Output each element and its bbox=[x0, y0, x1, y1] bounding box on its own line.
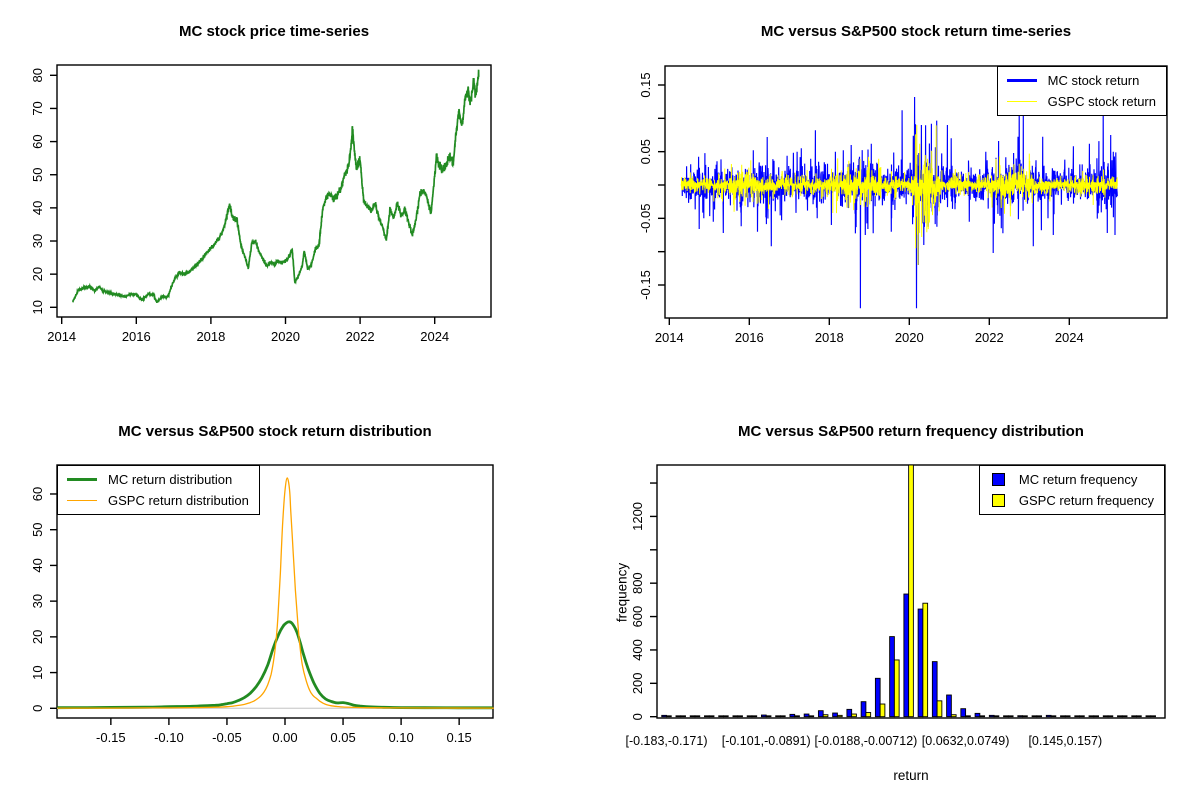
legend-label: GSPC return distribution bbox=[108, 493, 249, 508]
gspc-frequency-bar bbox=[980, 716, 985, 717]
tick-label: 0.10 bbox=[388, 730, 414, 745]
y-axis bbox=[638, 72, 665, 299]
mc-frequency-bar bbox=[1075, 716, 1080, 717]
mc-frequency-bar bbox=[719, 716, 724, 717]
plot-box bbox=[57, 65, 491, 317]
tick-label: -0.05 bbox=[212, 730, 242, 745]
legend-label: MC stock return bbox=[1047, 73, 1140, 88]
x-axis bbox=[655, 318, 1084, 345]
gspc-frequency-bar bbox=[1108, 716, 1113, 717]
line-swatch-icon bbox=[67, 478, 97, 481]
mc-frequency-bar bbox=[847, 709, 852, 716]
tick-label: -0.15 bbox=[638, 270, 653, 300]
mc-frequency-bar bbox=[761, 715, 766, 717]
tick-label: 0.15 bbox=[638, 72, 653, 98]
gspc-frequency-bar bbox=[1137, 716, 1142, 717]
tick-label: 2016 bbox=[121, 329, 151, 344]
gspc-frequency-bar bbox=[667, 716, 672, 717]
tick-label: 400 bbox=[630, 639, 645, 661]
tick-label: 0 bbox=[630, 713, 645, 721]
mc-frequency-bar bbox=[961, 709, 966, 717]
gspc-frequency-bar bbox=[966, 716, 971, 717]
tick-label: 0.05 bbox=[330, 730, 356, 745]
returns-legend bbox=[997, 66, 1167, 116]
legend-item-gspc-distribution bbox=[67, 491, 249, 510]
density-chart-svg bbox=[0, 400, 600, 800]
tick-label: [-0.101,-0.0891) bbox=[721, 734, 811, 748]
tick-label: 0.15 bbox=[446, 730, 472, 745]
mc-frequency-bar bbox=[861, 702, 866, 717]
tick-label: 40 bbox=[30, 558, 45, 573]
gspc-frequency-bar bbox=[1037, 716, 1042, 717]
gspc-frequency-bar bbox=[937, 701, 942, 717]
legend-label: MC return distribution bbox=[108, 472, 233, 487]
gspc-frequency-bar bbox=[909, 465, 914, 717]
mc-frequency-bar bbox=[676, 716, 681, 717]
tick-label: 1200 bbox=[630, 501, 645, 531]
mc-frequency-bar bbox=[1018, 716, 1023, 717]
gspc-frequency-bar bbox=[1080, 716, 1085, 717]
mc-frequency-bar bbox=[947, 695, 952, 717]
tick-label: [0.145,0.157) bbox=[1028, 734, 1103, 748]
gspc-frequency-bar bbox=[837, 715, 842, 716]
square-swatch-icon bbox=[992, 494, 1005, 507]
returns-chart-svg bbox=[600, 0, 1200, 400]
line-swatch-icon bbox=[1007, 79, 1037, 82]
legend-label: GSPC return frequency bbox=[1018, 493, 1154, 508]
histogram-chart-svg bbox=[600, 400, 1200, 800]
mc-return-series bbox=[681, 97, 1117, 308]
tick-label: 40 bbox=[30, 200, 45, 216]
gspc-frequency-bar bbox=[823, 715, 828, 717]
tick-label: 2020 bbox=[894, 330, 924, 345]
gspc-frequency-bar bbox=[780, 716, 785, 717]
legend-item-mc-distribution bbox=[67, 470, 249, 489]
legend-item-mc-return bbox=[1007, 71, 1156, 90]
tick-label: -0.05 bbox=[638, 203, 653, 234]
gspc-frequency-bar bbox=[738, 716, 743, 717]
legend-label: MC return frequency bbox=[1018, 472, 1138, 487]
tick-label: 0.00 bbox=[272, 730, 298, 745]
tick-label: 10 bbox=[30, 300, 45, 315]
y-axis bbox=[630, 483, 657, 720]
price-chart-title: MC stock price time-series bbox=[178, 23, 370, 40]
gspc-frequency-bar bbox=[795, 716, 800, 717]
line-swatch-icon bbox=[67, 500, 97, 502]
tick-label: -0.10 bbox=[154, 730, 184, 745]
histogram-chart-title: MC versus S&P500 return frequency distribution bbox=[738, 423, 1084, 440]
returns-chart-title: MC versus S&P500 stock return time-series bbox=[760, 23, 1072, 40]
gspc-frequency-bar bbox=[809, 716, 814, 717]
mc-frequency-bar bbox=[1103, 716, 1108, 717]
mc-frequency-bar bbox=[904, 594, 909, 717]
tick-label: 20 bbox=[30, 629, 45, 645]
tick-label: [-0.183,-0.171) bbox=[625, 734, 708, 748]
tick-label: 80 bbox=[30, 68, 45, 83]
mc-frequency-bar bbox=[1061, 716, 1066, 717]
mc-price-series bbox=[73, 70, 479, 303]
tick-label: 60 bbox=[30, 134, 45, 149]
histogram-legend bbox=[979, 465, 1165, 515]
tick-label: 800 bbox=[630, 572, 645, 595]
tick-label: 2022 bbox=[345, 329, 375, 344]
tick-label: 70 bbox=[30, 101, 45, 116]
mc-frequency-bar bbox=[918, 609, 923, 717]
square-swatch-icon bbox=[992, 473, 1005, 486]
tick-label: 0 bbox=[30, 704, 45, 712]
tick-label: -0.15 bbox=[96, 730, 126, 745]
mc-frequency-bar bbox=[1046, 715, 1051, 716]
tick-label: [-0.0188,-0.00712) bbox=[814, 734, 918, 748]
mc-frequency-bar bbox=[932, 662, 937, 717]
gspc-frequency-bar bbox=[951, 715, 956, 717]
mc-frequency-bar bbox=[1118, 716, 1123, 717]
mc-frequency-bar bbox=[790, 714, 795, 716]
mc-frequency-bar bbox=[1146, 716, 1151, 717]
legend-item-gspc-return bbox=[1007, 92, 1156, 111]
x-axis bbox=[47, 317, 449, 344]
legend-label: GSPC stock return bbox=[1047, 94, 1156, 109]
tick-label: 2014 bbox=[654, 330, 684, 345]
tick-label: 60 bbox=[30, 486, 45, 502]
gspc-frequency-bar bbox=[923, 603, 928, 716]
mc-density-curve bbox=[57, 622, 492, 708]
tick-label: 50 bbox=[30, 167, 45, 182]
mc-frequency-bar bbox=[1132, 716, 1137, 717]
tick-label: 0.05 bbox=[638, 139, 653, 165]
histogram-y-axis-label: frequency bbox=[614, 562, 630, 623]
tick-label: 30 bbox=[30, 593, 45, 609]
tick-label: 10 bbox=[30, 665, 45, 680]
mc-frequency-bar bbox=[875, 678, 880, 716]
gspc-frequency-bar bbox=[1065, 716, 1070, 717]
tick-label: 200 bbox=[630, 672, 645, 695]
gspc-frequency-bar bbox=[852, 714, 857, 717]
tick-label: 2024 bbox=[420, 329, 450, 344]
mc-frequency-bar bbox=[662, 715, 667, 716]
tick-label: 2020 bbox=[271, 329, 300, 344]
line-swatch-icon bbox=[1007, 101, 1037, 103]
gspc-frequency-bar bbox=[723, 716, 728, 717]
gspc-frequency-bar bbox=[1122, 716, 1127, 717]
density-chart-title: MC versus S&P500 stock return distribution bbox=[118, 423, 432, 440]
gspc-frequency-bar bbox=[1051, 716, 1056, 717]
gspc-frequency-bar bbox=[1008, 716, 1013, 717]
tick-label: 2024 bbox=[1054, 330, 1084, 345]
legend-item-gspc-frequency bbox=[989, 491, 1154, 510]
panel-return-timeseries bbox=[600, 0, 1200, 400]
tick-label: 2014 bbox=[47, 329, 77, 344]
mc-frequency-bar bbox=[733, 716, 738, 717]
gspc-frequency-bar bbox=[681, 716, 686, 717]
tick-label: 600 bbox=[630, 605, 645, 628]
x-axis-bin-labels bbox=[625, 734, 1102, 748]
gspc-frequency-bar bbox=[880, 704, 885, 717]
mc-frequency-bar bbox=[890, 637, 895, 717]
tick-label: [0.0632,0.0749) bbox=[921, 734, 1010, 748]
tick-label: 20 bbox=[30, 266, 45, 282]
gspc-frequency-bar bbox=[1151, 716, 1156, 717]
y-axis bbox=[30, 68, 57, 314]
gspc-frequency-bar bbox=[866, 713, 871, 717]
tick-label: 2022 bbox=[974, 330, 1004, 345]
gspc-frequency-bar bbox=[1094, 716, 1099, 717]
tick-label: 2016 bbox=[734, 330, 764, 345]
tick-label: 30 bbox=[30, 233, 45, 249]
mc-frequency-bar bbox=[804, 714, 809, 717]
mc-frequency-bar bbox=[818, 711, 823, 717]
mc-frequency-bar bbox=[690, 716, 695, 717]
tick-label: 50 bbox=[30, 522, 45, 537]
panel-return-distribution bbox=[0, 400, 600, 800]
price-chart-svg bbox=[0, 0, 600, 400]
mc-frequency-bar bbox=[747, 716, 752, 717]
y-axis bbox=[30, 487, 57, 712]
x-axis bbox=[96, 718, 472, 745]
legend-item-mc-frequency bbox=[989, 470, 1154, 489]
density-legend bbox=[57, 465, 260, 515]
mc-frequency-bar bbox=[1004, 716, 1009, 717]
gspc-frequency-bar bbox=[752, 716, 757, 717]
tick-label: 2018 bbox=[196, 329, 226, 344]
gspc-frequency-bar bbox=[766, 716, 771, 717]
mc-frequency-bar bbox=[776, 716, 781, 717]
mc-frequency-bar bbox=[704, 716, 709, 717]
gspc-frequency-bar bbox=[695, 716, 700, 717]
mc-frequency-bar bbox=[1032, 716, 1037, 717]
gspc-frequency-bar bbox=[994, 716, 999, 717]
tick-label: 2018 bbox=[814, 330, 844, 345]
gspc-frequency-bar bbox=[709, 716, 714, 717]
gspc-frequency-bar bbox=[1023, 716, 1028, 717]
mc-frequency-bar bbox=[1089, 716, 1094, 717]
mc-frequency-bar bbox=[975, 713, 980, 716]
gspc-frequency-bar bbox=[894, 660, 899, 717]
panel-price-timeseries bbox=[0, 0, 600, 400]
panel-return-frequency bbox=[600, 400, 1200, 800]
mc-frequency-bar bbox=[989, 715, 994, 716]
mc-frequency-bar bbox=[833, 713, 838, 717]
histogram-x-axis-label: return bbox=[893, 768, 929, 783]
